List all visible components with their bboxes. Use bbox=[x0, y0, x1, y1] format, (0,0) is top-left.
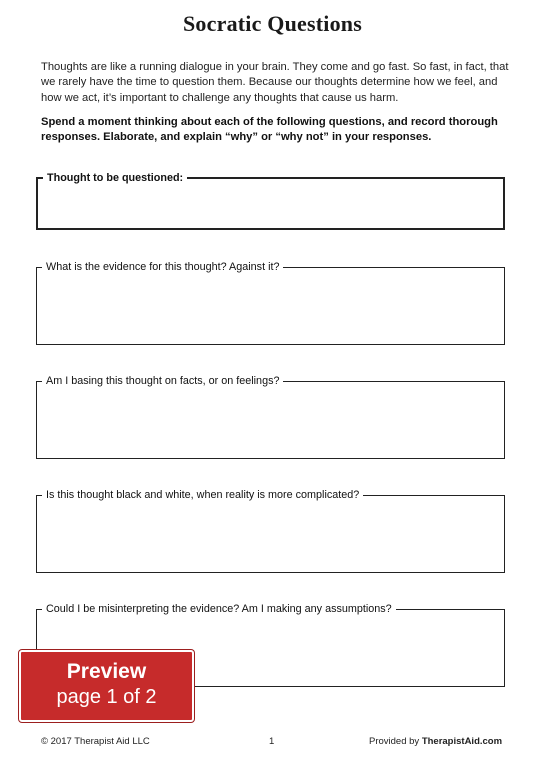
evidence-response-box[interactable] bbox=[36, 261, 505, 345]
page-title: Socratic Questions bbox=[183, 11, 362, 36]
preview-badge bbox=[19, 650, 194, 722]
question-label: Could I be misinterpreting the evidence? Am I making any assumptions? bbox=[42, 602, 396, 616]
preview-page-count: page 1 of 2 bbox=[56, 686, 157, 708]
thought-response-box[interactable] bbox=[36, 172, 505, 230]
facts-feelings-response-box[interactable] bbox=[36, 375, 505, 459]
question-label: Thought to be questioned: bbox=[43, 171, 187, 185]
footer-copyright: © 2017 Therapist Aid LLC bbox=[41, 736, 150, 747]
instructions-paragraph: Spend a moment thinking about each of the following questions, and record thorough responses. Elaborate, and explain “why” or “why not” in your responses. bbox=[41, 116, 498, 144]
footer-provided-prefix: Provided by bbox=[369, 736, 422, 747]
preview-title: Preview bbox=[66, 660, 147, 683]
question-label: Is this thought black and white, when reality is more complicated? bbox=[42, 488, 363, 502]
footer-provided-by bbox=[369, 736, 502, 747]
black-white-response-box[interactable] bbox=[36, 489, 505, 573]
footer-page-number: 1 bbox=[269, 736, 275, 747]
question-label: What is the evidence for this thought? Against it? bbox=[42, 260, 283, 274]
intro-paragraph: Thoughts are like a running dialogue in your brain. They come and go fast. So fast, in fact, that we rarely have the time to question them. Because our thoughts determine how we feel, and how we act, it’s important to challenge any thoughts that cause us harm. bbox=[41, 61, 509, 104]
footer-brand-link[interactable]: TherapistAid.com bbox=[421, 736, 503, 747]
question-label: Am I basing this thought on facts, or on feelings? bbox=[42, 374, 283, 388]
